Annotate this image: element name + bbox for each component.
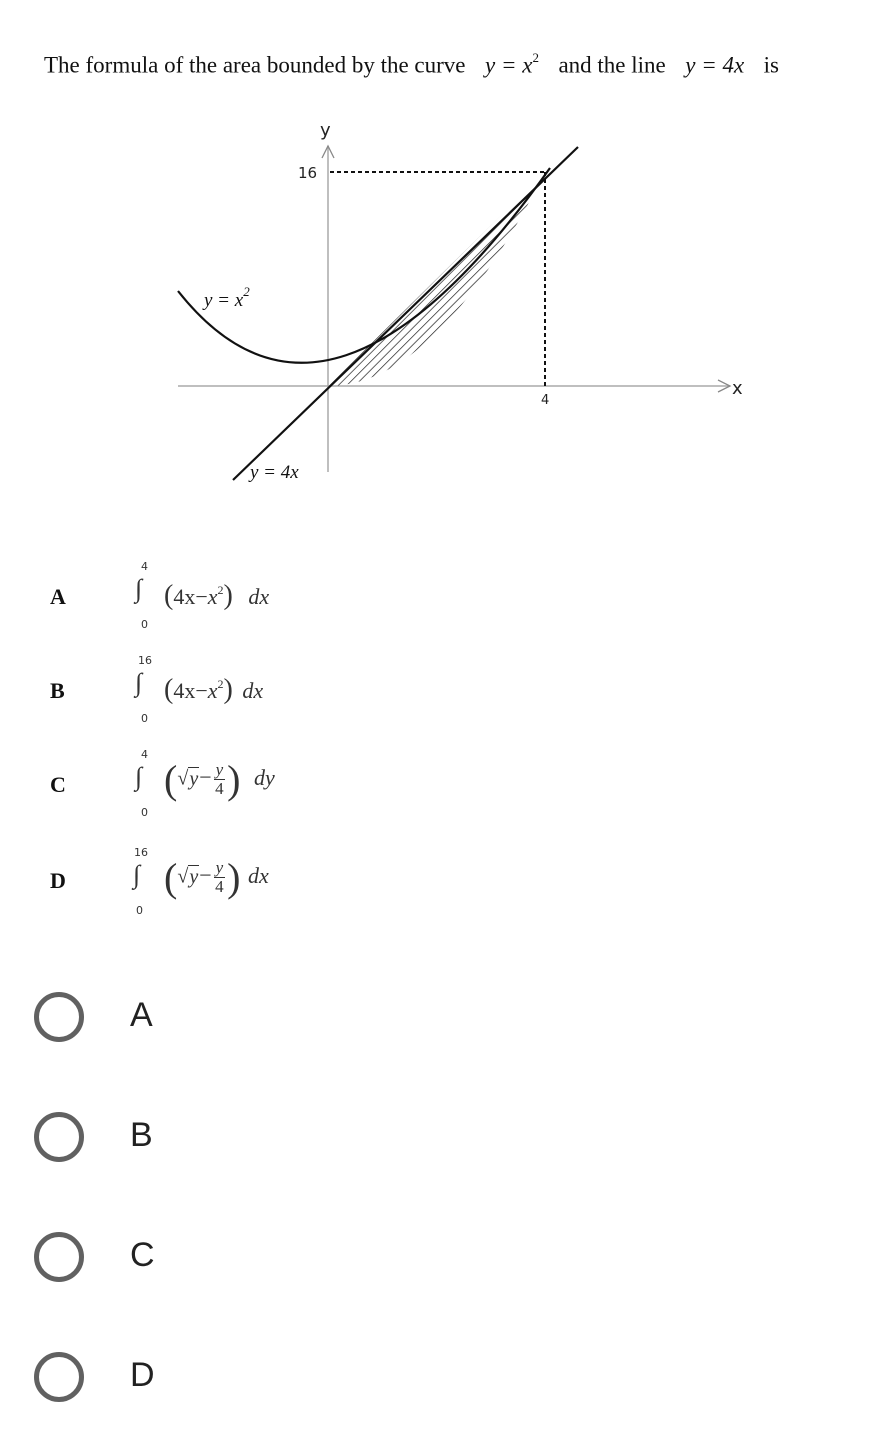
choice-a[interactable] [34, 992, 854, 1062]
radio-button-a[interactable] [34, 992, 84, 1042]
upper-limit: 16 [134, 846, 148, 859]
choice-label-b[interactable]: B [130, 1116, 153, 1154]
curve-exponent: 2 [532, 50, 539, 65]
integral-sign: ∫ [135, 574, 143, 603]
line-y-4x [233, 147, 578, 480]
lower-limit: 0 [136, 904, 143, 917]
area-graph [170, 112, 770, 502]
shaded-area [328, 172, 545, 386]
upper-limit: 4 [141, 748, 148, 761]
question-text [44, 52, 864, 79]
radio-button-c[interactable] [34, 1232, 84, 1282]
option-d [0, 842, 884, 932]
option-b [0, 654, 884, 744]
option-letter: B [50, 678, 65, 703]
option-letter: D [50, 868, 66, 893]
line-label: y = 4x [250, 462, 299, 483]
choice-label-d[interactable]: D [130, 1356, 155, 1394]
option-a [0, 560, 884, 650]
choice-d[interactable] [34, 1352, 854, 1422]
integral-sign: ∫ [133, 860, 141, 889]
choice-c[interactable] [34, 1232, 854, 1302]
choice-label-c[interactable]: C [130, 1236, 155, 1274]
parabola-curve [178, 168, 550, 363]
option-letter: A [50, 584, 66, 609]
integrand: (√y− $\frac{y}{4}$ ) dy [164, 757, 275, 802]
lower-limit: 0 [141, 618, 148, 631]
x-axis-label: x [732, 378, 743, 399]
x-tick-4: 4 [541, 393, 550, 408]
option-letter: C [50, 772, 66, 797]
integrand: (√y− $\frac{y}{4}$ ) dx [164, 855, 269, 900]
integral-sign: ∫ [135, 668, 143, 697]
curve-label: $y = x^2$ [204, 284, 250, 311]
radio-button-b[interactable] [34, 1112, 84, 1162]
upper-limit: 4 [141, 560, 148, 573]
choice-b[interactable] [34, 1112, 854, 1182]
question-lead: The formula of the area bounded by the curve [44, 52, 466, 78]
upper-limit: 16 [138, 654, 152, 667]
line-equation: y = 4x [685, 52, 745, 78]
lower-limit: 0 [141, 712, 148, 725]
integrand: $(4x-x^2)$ dx [164, 580, 270, 611]
y-axis-label: y [320, 120, 331, 141]
question-tail: is [763, 52, 780, 78]
integral-sign: ∫ [135, 762, 143, 791]
radio-button-d[interactable] [34, 1352, 84, 1402]
lower-limit: 0 [141, 806, 148, 819]
integrand: $(4x-x^2)$ dx [164, 674, 264, 705]
curve-equation: y = x [485, 52, 533, 78]
option-c [0, 748, 884, 838]
question-mid: and the line [558, 52, 666, 78]
y-tick-16: 16 [298, 164, 318, 182]
choice-label-a[interactable]: A [130, 996, 153, 1034]
